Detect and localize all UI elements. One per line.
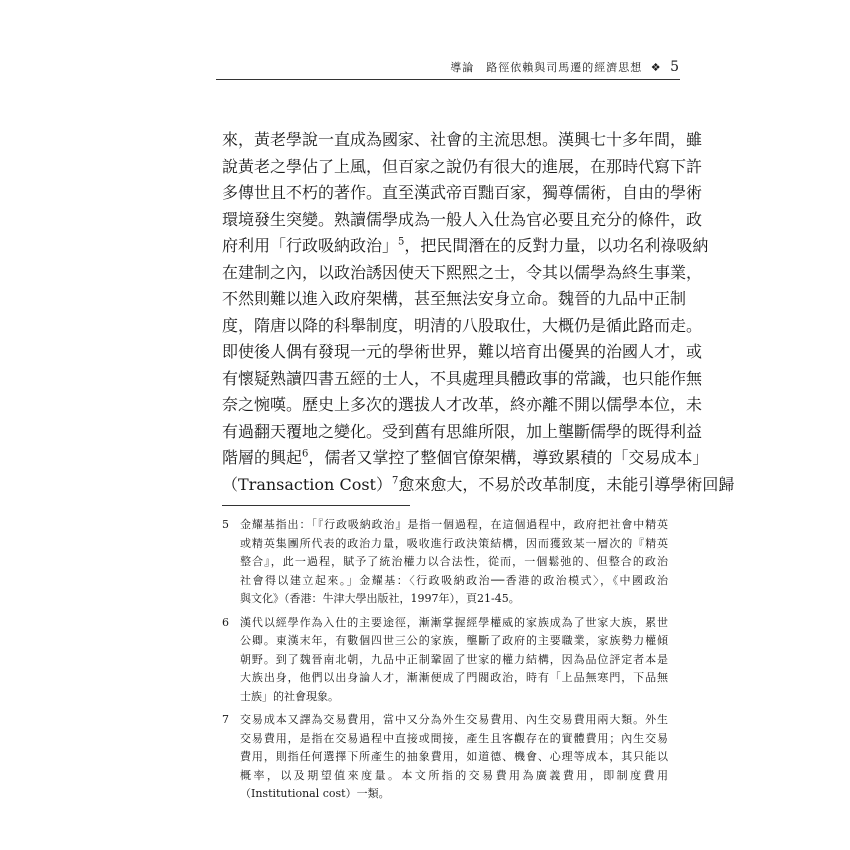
body-segment: 愈來愈大，不易於改革制度，未能引導學術回歸 [398, 474, 735, 494]
footnotes [222, 516, 668, 809]
body-line: 環境發生突變。熟讀儒學成為一般人入仕為官必要且充分的條件，政 [222, 209, 703, 229]
footnote-text [240, 516, 668, 609]
footnote-line: 社會得以建立起來。」金耀基：〈行政吸納政治──香港的政治模式〉，《中國政治 [240, 573, 668, 587]
footnote-line: 與文化》（香港：牛津大學出版社，1997年），頁21-45。 [240, 592, 520, 605]
page-number: 5 [670, 59, 680, 75]
body-segment: 府利用「行政吸納政治」 [222, 236, 399, 255]
footnote-line: （Institutional cost）一類。 [240, 787, 390, 800]
footnote-text [240, 614, 668, 707]
footnote-line: 朝野。到了魏晉南北朝，九品中正制鞏固了世家的權力結構，因為品位評定者本是 [240, 652, 668, 666]
footnote-number: 7 [222, 713, 229, 726]
diamond-bullet-icon: ❖ [650, 61, 662, 74]
body-line [222, 472, 735, 499]
body-segment: ，儒者又掌控了整個官僚架構，導致累積的「交易成本」 [308, 448, 709, 467]
body-line [222, 233, 709, 260]
body-segment: （Transaction Cost） [222, 474, 392, 494]
header-title: 導論 路徑依賴與司馬遷的經濟思想 [450, 61, 643, 74]
body-line: 不然則難以進入政府架構，甚至無法安身立命。魏晉的九品中正制 [222, 289, 687, 308]
footnote-line: 士族」的社會現象。 [240, 689, 339, 703]
footnote-ref-7[interactable]: 7 [391, 475, 399, 487]
footnote-line: 公卿。東漢末年，有數個四世三公的家族，壟斷了政府的主要職業，家族勢力權傾 [240, 634, 668, 647]
footnote-separator [222, 505, 410, 506]
footnote-ref-5[interactable]: 5 [398, 236, 405, 248]
footnote-number: 6 [222, 615, 229, 629]
footnote-line: 交易成本又譯為交易費用，當中又分為外生交易費用、內生交易費用兩大類。外生 [240, 713, 668, 726]
footnote-line: 整合』，此一過程，賦予了統治權力以合法性，從而，一個鬆弛的、但整合的政治 [240, 555, 668, 568]
body-line: 說黃老之學佔了上風，但百家之說仍有很大的進展，在那時代寫下許 [222, 156, 703, 176]
footnote-7 [222, 711, 668, 804]
footnote-5 [222, 516, 668, 609]
footnote-6 [222, 614, 668, 707]
body-line [222, 445, 709, 472]
footnote-text [240, 711, 668, 804]
footnote-line: 大族出身，他們以出身論人才，漸漸便成了門閥政治，時有「上品無寒門，下品無 [240, 671, 668, 684]
footnote-line: 交易費用，是指在交易過程中直接或間接，產生且客觀存在的實體費用；內生交易 [240, 731, 668, 745]
body-line: 有懷疑熟讀四書五經的士人，不具處理具體政事的常識，也只能作無 [222, 368, 703, 388]
running-header [216, 60, 680, 80]
body-line: 來，黃老學說一直成為國家、社會的主流思想。漢興七十多年間，雖 [222, 130, 703, 149]
body-line: 奈之惋嘆。歷史上多次的選拔人才改革，終亦離不開以儒學本位，未 [222, 395, 703, 414]
body-text [222, 127, 735, 498]
body-segment: 階層的興起 [222, 448, 303, 467]
body-line: 在建制之內，以政治誘因使天下熙熙之士，令其以儒學為終生事業， [222, 262, 703, 282]
footnote-line: 概率，以及期望值來度量。本文所指的交易費用為廣義費用，即制度費用 [240, 768, 668, 782]
body-line: 多傳世且不朽的著作。直至漢武帝百黜百家，獨尊儒術，自由的學術 [222, 183, 703, 202]
footnote-line: 漢代以經學作為入仕的主要途徑，漸漸掌握經學權威的家族成為了世家大族，累世 [240, 615, 668, 629]
body-line: 有過翻天覆地之變化。受到舊有思維所限，加上壟斷儒學的既得利益 [222, 421, 703, 441]
body-line: 即使後人偶有發現一元的學術世界，難以培育出優異的治國人才，或 [222, 342, 703, 361]
body-segment: ，把民間潛在的反對力量，以功名利祿吸納 [404, 236, 709, 255]
footnote-ref-6[interactable]: 6 [302, 448, 309, 460]
footnote-line: 金耀基指出：「『行政吸納政治』是指一個過程，在這個過程中，政府把社會中精英 [240, 518, 668, 531]
footnote-number: 5 [222, 518, 229, 531]
footnote-line: 費用，則指任何選擇下所產生的抽象費用，如道德、機會、心理等成本，其只能以 [240, 750, 668, 763]
footnote-line: 或精英集團所代表的政治力量，吸收進行政決策結構，因而獲致某一層次的『精英 [240, 536, 668, 550]
body-line: 度，隋唐以降的科舉制度，明清的八股取仕，大概仍是循此路而走。 [222, 315, 703, 335]
